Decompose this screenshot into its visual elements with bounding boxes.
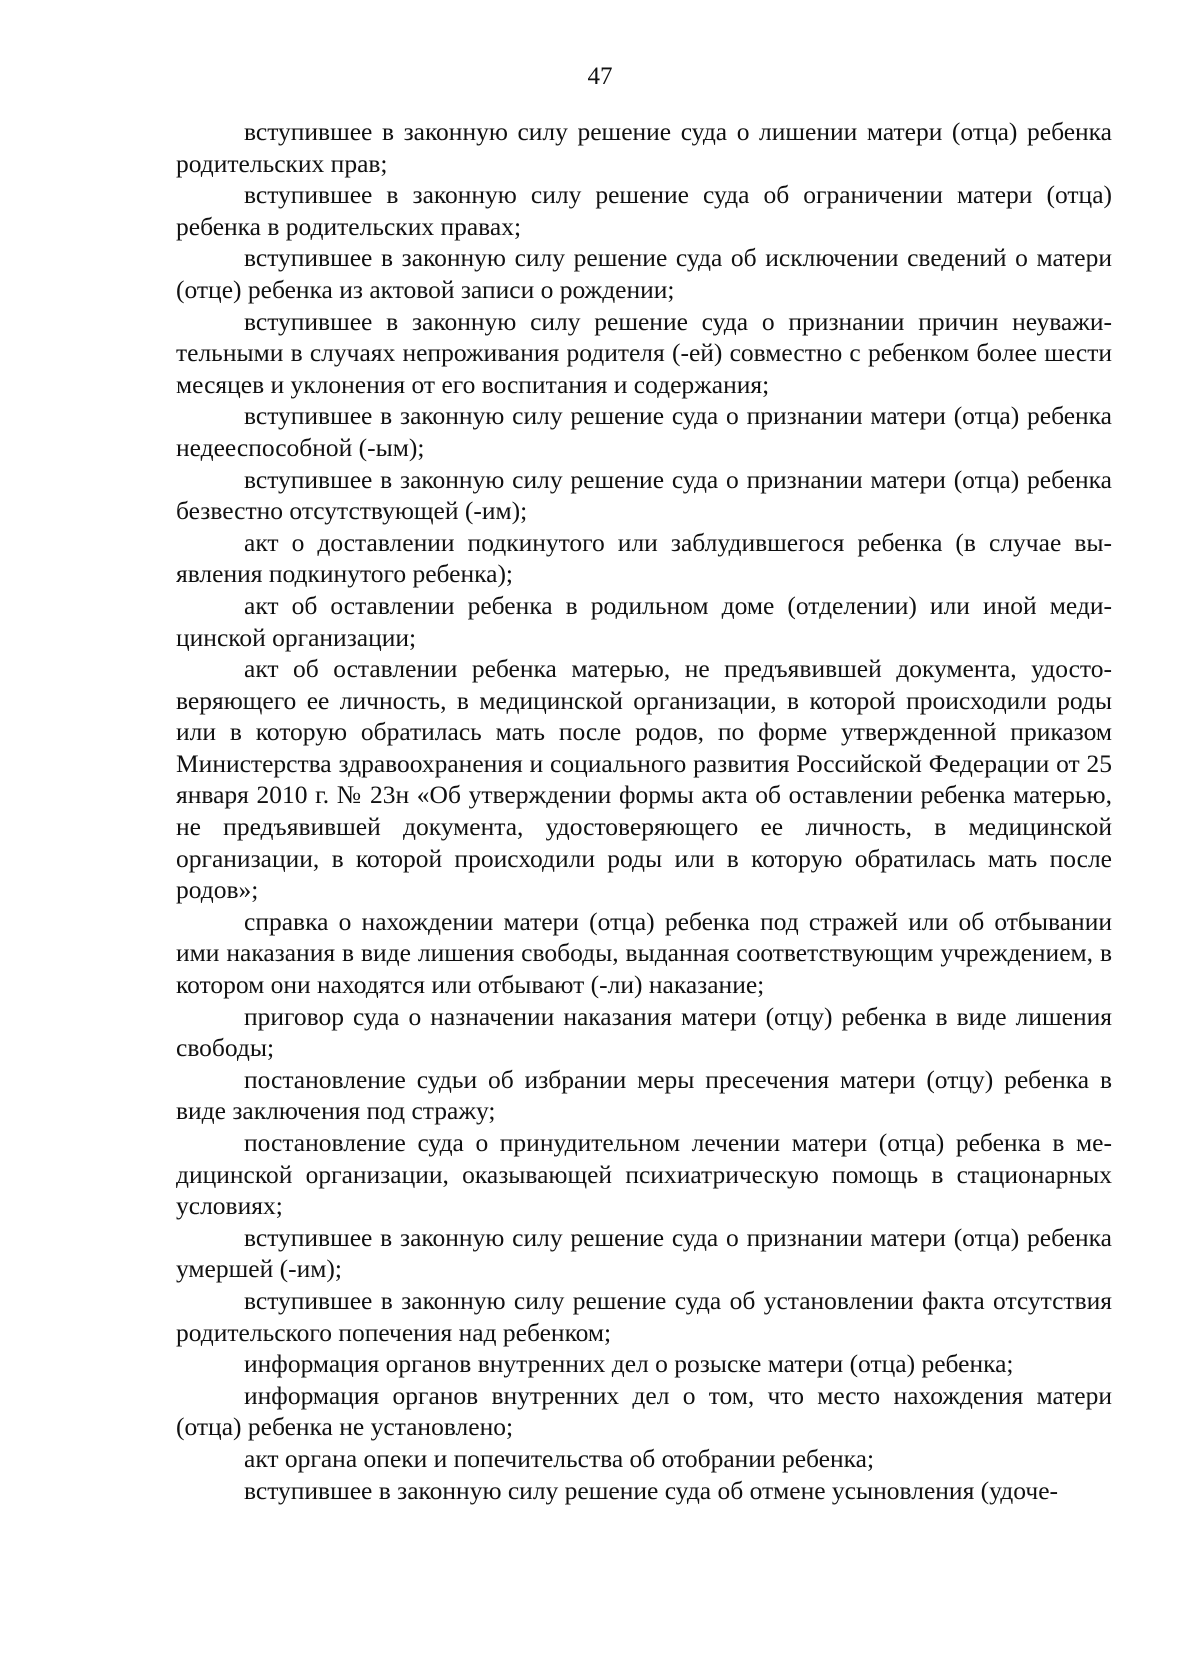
paragraph: акт органа опеки и попечительства об отобрании ребенка; xyxy=(244,1443,875,1473)
paragraph: постановление суда о принудительном лечении матери (отца) ребенка в медицинской организации, оказывающей психиатрическую помощь в стационарных условиях; xyxy=(176,1128,1112,1221)
paragraph: акт об оставлении ребенка в родильном доме (отделении) или иной медицинской организации; xyxy=(176,590,1112,652)
paragraph: приговор суда о назначении наказания матери (отцу) ребенка в виде лишения свободы; xyxy=(176,1001,1112,1063)
document-body xyxy=(176,116,1112,1506)
page-number: 47 xyxy=(587,63,613,90)
paragraph: вступившее в законную силу решение суда об ограничении матери (отца) ребенка в родительских правах; xyxy=(176,180,1112,241)
paragraph: информация органов внутренних дел о розыске матери (отца) ребенка; xyxy=(244,1349,1014,1379)
paragraph: справка о нахождении матери (отца) ребенка под стражей или об отбывании ими наказания в виде лишения свободы, выданная соответствующим учреждением, в котором они находятся или отбывают (-ли) наказание; xyxy=(176,906,1112,1000)
paragraph: вступившее в законную силу решение суда о признании матери (отца) ребенка безвестно отсутствующей (-им); xyxy=(176,464,1112,526)
paragraph: акт о доставлении подкинутого или заблудившегося ребенка (в случае выявления подкинутого ребенка); xyxy=(176,527,1112,589)
paragraph: вступившее в законную силу решение суда о признании причин неуважительными в случаях непроживания родителя (-ей) совместно с ребенком более шести месяцев и уклонения от его воспитания и содержания; xyxy=(176,306,1112,399)
paragraph: вступившее в законную силу решение суда об отмене усыновления (удоче- xyxy=(244,1475,1059,1505)
paragraph: вступившее в законную силу решение суда об исключении сведений о матери (отце) ребенка из актовой записи о рождении; xyxy=(176,243,1112,304)
paragraph: вступившее в законную силу решение суда о лишении матери (отца) ребенка родительских прав; xyxy=(176,117,1112,178)
paragraph: акт об оставлении ребенка матерью, не предъявившей документа, удостоверяющего ее личность, в медицинской организации, в которой происходили роды или в которую обратилась мать после родов, по форме утвержденной приказом Министерства здравоохранения и социального развития Российской Федерации от 25 января 2010 г. № 23н «Об утверждении формы акта об оставлении ребенка матерью, не предъявившей документа, удостоверяющего ее личность, в медицинской организации, в которой происходили роды или в которую обратилась мать после родов»; xyxy=(176,654,1112,905)
paragraph: постановление судьи об избрании меры пресечения матери (отцу) ребенка в виде заключения под стражу; xyxy=(176,1064,1112,1126)
paragraph: вступившее в законную силу решение суда о признании матери (отца) ребенка умершей (-им); xyxy=(176,1222,1112,1284)
paragraph: вступившее в законную силу решение суда о признании матери (отца) ребенка недееспособной (-ым); xyxy=(176,401,1112,462)
paragraph: вступившее в законную силу решение суда об установлении факта отсутствия родительского попечения над ребенком; xyxy=(176,1285,1112,1347)
paragraph: информация органов внутренних дел о том, что место нахождения матери (отца) ребенка не установлено; xyxy=(176,1380,1112,1442)
